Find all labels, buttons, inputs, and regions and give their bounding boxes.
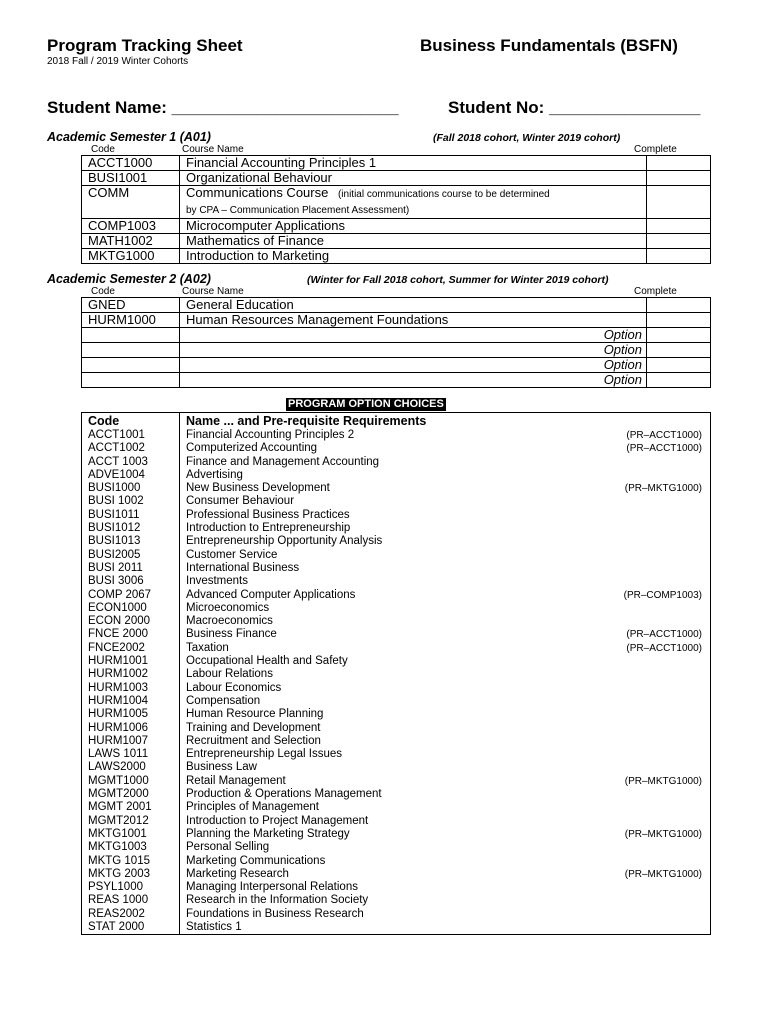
table-row [82,549,711,562]
option-name: Consumer Behaviour [186,495,295,508]
table-row [82,186,711,219]
option-code-field[interactable] [82,373,180,388]
table-row [82,708,711,721]
complete-checkbox[interactable] [647,358,711,373]
option-name: Introduction to Entrepreneurship [186,522,351,535]
option-prerequisite [580,708,711,721]
table-row [82,171,711,186]
option-name: Finance and Management Accounting [186,455,380,468]
program-name: Business Fundamentals (BSFN) [420,36,678,55]
complete-checkbox[interactable] [647,313,711,328]
option-prerequisite [580,495,711,508]
course-name: Communications Course [186,185,329,200]
semester1-col-code: Code [91,144,115,155]
complete-checkbox[interactable] [647,234,711,249]
table-row [82,775,711,788]
course-code: BUSI1001 [82,171,180,186]
option-code: MGMT2012 [82,815,180,828]
course-code: MATH1002 [82,234,180,249]
option-code: FNCE 2000 [82,628,180,641]
table-row [82,343,711,358]
course-code: MKTG1000 [82,249,180,264]
option-prerequisite [580,535,711,548]
option-prerequisite [580,562,711,575]
table-row [82,868,711,881]
course-code: COMM [82,186,180,219]
complete-checkbox[interactable] [647,219,711,234]
option-name: Research in the Information Society [186,894,369,907]
option-name: Advanced Computer Applications [186,588,356,601]
option-name: Business Finance [186,628,277,641]
option-prerequisite [580,801,711,814]
option-name: Recruitment and Selection [186,734,321,747]
course-name: Financial Accounting Principles 1 [180,156,647,171]
option-code: PSYL1000 [82,881,180,894]
table-row [82,575,711,588]
option-prerequisite: (PR–MKTG1000) [580,775,711,788]
option-code: HURM1004 [82,695,180,708]
complete-checkbox[interactable] [647,373,711,388]
semester2-col-code: Code [91,286,115,297]
complete-checkbox[interactable] [647,171,711,186]
complete-checkbox[interactable] [647,156,711,171]
table-row [82,495,711,508]
option-name: Statistics 1 [180,921,580,935]
table-row [82,788,711,801]
option-code: HURM1003 [82,682,180,695]
table-row [82,522,711,535]
table-row [82,908,711,921]
option-name: Marketing Communications [186,854,326,867]
option-code: LAWS2000 [82,761,180,774]
option-name: Retail Management [186,774,286,787]
option-code: MGMT1000 [82,775,180,788]
table-row [82,722,711,735]
option-name: Entrepreneurship Legal Issues [186,748,342,761]
option-code: MKTG 2003 [82,868,180,881]
option-prerequisite: (PR–MKTG1000) [580,482,711,495]
option-code: ADVE1004 [82,469,180,482]
option-prerequisite [580,921,711,935]
option-name: International Business [186,561,300,574]
option-prerequisite [580,894,711,907]
complete-checkbox[interactable] [647,186,711,219]
course-note-line2: by CPA – Communication Placement Assessment) [186,205,410,216]
table-row [82,373,711,388]
options-caption: PROGRAM OPTION CHOICES [288,398,444,410]
table-row [82,921,711,935]
option-name: Managing Interpersonal Relations [186,881,358,894]
option-prerequisite: (PR–ACCT1000) [580,628,711,641]
option-name: Occupational Health and Safety [186,655,348,668]
option-code: ACCT 1003 [82,456,180,469]
option-name: Financial Accounting Principles 2 [186,429,355,441]
course-code: ACCT1000 [82,156,180,171]
option-name: Professional Business Practices [186,508,350,521]
option-name: Labour Economics [186,681,282,694]
table-row [82,615,711,628]
option-name: Human Resource Planning [186,708,324,721]
semester2-title: Academic Semester 2 (A02) [47,272,211,286]
table-row [82,509,711,522]
table-row [82,748,711,761]
option-name: Taxation [186,641,229,654]
option-prerequisite [580,815,711,828]
option-prerequisite [580,735,711,748]
semester1-note: (Fall 2018 cohort, Winter 2019 cohort) [433,132,621,144]
course-name: Microcomputer Applications [180,219,647,234]
option-code: BUSI1011 [82,509,180,522]
option-code: BUSI2005 [82,549,180,562]
table-row [82,628,711,641]
complete-checkbox[interactable] [647,343,711,358]
page-title: Program Tracking Sheet [47,36,243,55]
table-row [82,841,711,854]
option-code-field[interactable] [82,358,180,373]
option-name-field[interactable]: Option [180,373,647,388]
option-name: Introduction to Project Management [186,814,369,827]
semester1-table [81,155,711,264]
option-prerequisite [580,668,711,681]
option-prerequisite [580,722,711,735]
options-table [81,412,711,935]
table-row [82,682,711,695]
table-row [82,482,711,495]
table-row [82,562,711,575]
option-name: Investments [186,575,248,588]
option-code-field[interactable] [82,328,180,343]
option-name: Compensation [186,694,261,707]
table-row [82,298,711,313]
table-row [82,469,711,482]
option-name: Entrepreneurship Opportunity Analysis [186,535,383,548]
option-prerequisite [580,855,711,868]
option-name: Foundations in Business Research [186,907,364,920]
table-row [82,828,711,841]
option-name: Planning the Marketing Strategy [186,827,350,840]
option-prerequisite [580,908,711,921]
semester1-col-name: Course Name [182,144,244,155]
option-name: Training and Development [186,721,321,734]
option-code: COMP 2067 [82,589,180,602]
option-name: Microeconomics [186,601,270,614]
course-code: GNED [82,298,180,313]
table-row [82,442,711,455]
option-prerequisite: (PR–MKTG1000) [580,868,711,881]
option-code: HURM1001 [82,655,180,668]
option-name: Customer Service [186,548,278,561]
table-row [82,589,711,602]
option-prerequisite: (PR–MKTG1000) [580,828,711,841]
options-col-pr [580,413,711,430]
table-row [82,855,711,868]
option-prerequisite [580,456,711,469]
option-code: REAS2002 [82,908,180,921]
table-row [82,313,711,328]
option-prerequisite [580,602,711,615]
option-prerequisite [580,761,711,774]
course-name: Organizational Behaviour [180,171,647,186]
table-row [82,695,711,708]
options-col-name: Name ... and Pre-requisite Requirements [180,413,580,430]
semester1-title: Academic Semester 1 (A01) [47,130,211,144]
option-code: BUSI1013 [82,535,180,548]
table-row [82,735,711,748]
option-code: BUSI 1002 [82,495,180,508]
option-prerequisite [580,549,711,562]
option-name: New Business Development [186,482,330,495]
course-code: HURM1000 [82,313,180,328]
semester1-col-complete: Complete [634,144,677,155]
option-name: Labour Relations [186,668,273,681]
option-name: Advertising [186,468,243,481]
option-code: MGMT 2001 [82,801,180,814]
table-row [82,602,711,615]
option-name-field[interactable]: Option [180,358,647,373]
option-prerequisite [580,881,711,894]
table-row [82,655,711,668]
option-prerequisite [580,575,711,588]
option-prerequisite [580,509,711,522]
option-prerequisite: (PR–ACCT1000) [580,442,711,455]
table-row [82,328,711,343]
table-row [82,761,711,774]
semester2-col-name: Course Name [182,286,244,297]
options-header-row [82,413,711,430]
option-prerequisite [580,655,711,668]
table-row [82,668,711,681]
option-code: ACCT1001 [82,429,180,442]
cohorts-subtitle: 2018 Fall / 2019 Winter Cohorts [47,56,189,67]
option-code: LAWS 1011 [82,748,180,761]
option-code: HURM1006 [82,722,180,735]
table-row [82,801,711,814]
option-code: ACCT1002 [82,442,180,455]
option-prerequisite: (PR–ACCT1000) [580,642,711,655]
table-row [82,881,711,894]
option-name-field[interactable]: Option [180,343,647,358]
course-code: COMP1003 [82,219,180,234]
complete-checkbox[interactable] [647,328,711,343]
table-row [82,894,711,907]
table-row [82,358,711,373]
option-name: Macroeconomics [186,615,273,628]
option-name: Personal Selling [186,841,270,854]
course-note: (initial communications course to be determined [337,189,550,200]
option-code: BUSI 2011 [82,562,180,575]
option-code: REAS 1000 [82,894,180,907]
option-prerequisite [580,682,711,695]
option-code: HURM1002 [82,668,180,681]
semester2-col-complete: Complete [634,286,677,297]
option-prerequisite [580,748,711,761]
option-name: Production & Operations Management [186,788,382,801]
table-row [82,429,711,442]
student-no-field[interactable]: Student No: ________________ [448,98,701,117]
option-name: Business Law [186,761,257,774]
options-col-code: Code [82,413,180,430]
complete-checkbox[interactable] [647,298,711,313]
semester2-note: (Winter for Fall 2018 cohort, Summer for Winter 2019 cohort) [307,274,609,286]
table-row [82,249,711,264]
option-prerequisite [580,788,711,801]
option-code-field[interactable] [82,343,180,358]
option-code: MKTG1003 [82,841,180,854]
course-name: General Education [180,298,647,313]
table-row [82,456,711,469]
option-name: Computerized Accounting [186,442,318,455]
option-name: Principles of Management [186,801,319,814]
option-code: HURM1005 [82,708,180,721]
option-prerequisite [580,469,711,482]
table-row [82,642,711,655]
course-name: Human Resources Management Foundations [180,313,647,328]
option-prerequisite: (PR–ACCT1000) [580,429,711,442]
table-row [82,156,711,171]
course-name: Mathematics of Finance [180,234,647,249]
option-code: MKTG1001 [82,828,180,841]
table-row [82,535,711,548]
table-row [82,219,711,234]
option-code: HURM1007 [82,735,180,748]
option-name: Marketing Research [186,867,289,880]
option-prerequisite: (PR–COMP1003) [580,589,711,602]
complete-checkbox[interactable] [647,249,711,264]
option-prerequisite [580,522,711,535]
option-code: FNCE2002 [82,642,180,655]
table-row [82,234,711,249]
table-row [82,815,711,828]
option-name-field[interactable]: Option [180,328,647,343]
option-prerequisite [580,615,711,628]
option-code: STAT 2000 [82,921,180,935]
course-name-cell [180,186,647,219]
option-code: BUSI1000 [82,482,180,495]
option-prerequisite [580,695,711,708]
option-code: MGMT2000 [82,788,180,801]
option-code: MKTG 1015 [82,855,180,868]
semester2-table [81,297,711,388]
course-name: Introduction to Marketing [180,249,647,264]
student-name-field[interactable]: Student Name: ________________________ [47,98,399,117]
option-code: ECON1000 [82,602,180,615]
option-prerequisite [580,841,711,854]
option-code: ECON 2000 [82,615,180,628]
option-code: BUSI 3006 [82,575,180,588]
option-code: BUSI1012 [82,522,180,535]
